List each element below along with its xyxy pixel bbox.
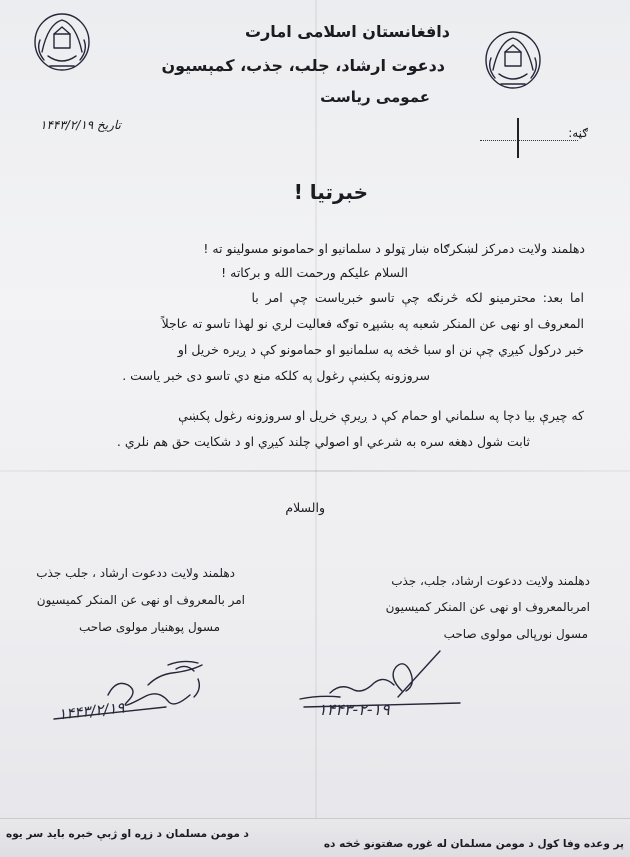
header-directorate: عمومی رياست xyxy=(320,88,430,106)
left-signature-line: امر بالمعروف او نهی عن المنکر کمیسیون xyxy=(36,593,245,607)
body-line: که چيرې بيا دچا په سلماني او حمام کې د ږيرې خريل او سروزونه رغول پکښې xyxy=(178,408,584,423)
body-line: اما بعد: محترمينو لکه څرنګه چې تاسو خبرياست چې امر با xyxy=(251,290,584,305)
number-mark xyxy=(517,118,519,158)
body-line: ثابت شول دهغه سره به شرعي او اصولي چلند کيږي او د شکايت حق هم نلري . xyxy=(116,434,530,449)
emblem-icon-right xyxy=(480,28,546,92)
emblem-icon-left xyxy=(28,10,96,74)
date-label: تاريخ ۱۴۴۳/۲/۱۹ xyxy=(40,118,121,132)
body-line: المعروف او نهی عن المنکر شعبه په بشپړه توګه فعاليت لري نو لهذا تاسو ته عاجلاً xyxy=(161,316,584,331)
footer-right: پر وعده وفا کول د مومن مسلمان له غوره صفتونو څخه ده xyxy=(323,838,624,850)
closing: والسلام xyxy=(285,500,325,515)
number-label: ګڼه: xyxy=(568,126,588,140)
addressee: دهلمند ولايت دمرکز لښکرګاه ښار ټولو د سلمانيو او حمامونو مسولينو ته ! xyxy=(203,241,585,256)
body-line: سروزونه پکښې رغول په کلکه منع دي تاسو دی خبر ياست . xyxy=(122,368,430,383)
footer-left: د مومن مسلمان د زړه او ژبې خبره بايد سر يوه xyxy=(6,828,249,840)
greeting: السلام عليکم ورحمت الله و برکاته ! xyxy=(221,265,408,280)
body-line: خبر درکول کيږي چې نن او سبا څخه په سلمانيو او حمامونو کې د ږيره خريل او xyxy=(177,342,584,357)
paper-fold xyxy=(315,0,317,857)
left-handwritten-date: ۱۴۴۳/۲/۱۹ xyxy=(57,698,126,724)
header-commission: ددعوت ارشاد، جلب، جذب، کمېسيون xyxy=(161,56,445,75)
left-handwritten-signature xyxy=(48,655,228,735)
notice-title: خبرتيا ! xyxy=(293,180,368,204)
right-signature-line: امربالمعروف او نهی عن المنکر کميسيون xyxy=(385,600,590,614)
left-signature-line: مسول پوهنيار مولوی صاحب xyxy=(79,620,220,634)
number-blank xyxy=(480,140,578,141)
right-handwritten-date: ۱۴۴۳-۲-۱۹ xyxy=(318,700,390,719)
right-signature-line: مسول نورپالی مولوی صاحب xyxy=(443,627,588,641)
right-signature-line: دهلمند ولايت ددعوت ارشاد، جلب، جذب xyxy=(391,574,590,588)
header-country: دافغانستان اسلامی امارت xyxy=(245,22,450,41)
left-signature-line: دهلمند ولايت ددعوت ارشاد ، جلب جذب xyxy=(36,566,235,580)
